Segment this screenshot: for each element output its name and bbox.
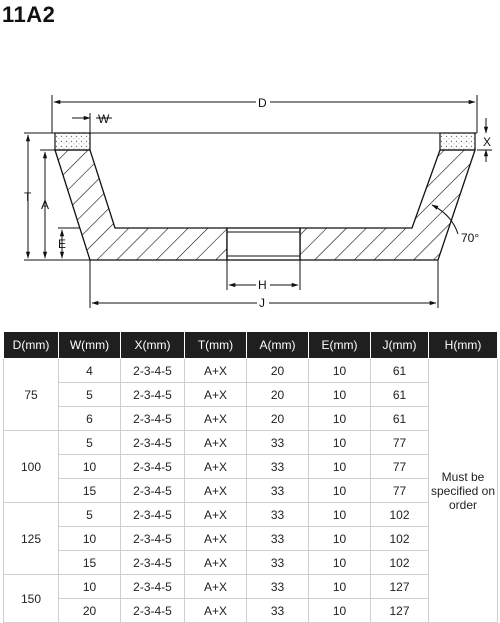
cell-a: 33 — [247, 575, 309, 599]
table-row — [4, 479, 498, 503]
cell-t: A+X — [185, 359, 247, 383]
page-title: 11A2 — [2, 2, 56, 27]
table-row — [4, 527, 498, 551]
label-e: E — [58, 237, 67, 251]
cell-a: 33 — [247, 503, 309, 527]
cell-j: 77 — [371, 455, 429, 479]
table-row — [4, 359, 498, 383]
cell-e: 10 — [309, 503, 371, 527]
cell-t: A+X — [185, 431, 247, 455]
cell-e: 10 — [309, 407, 371, 431]
header-w: W(mm) — [59, 332, 121, 359]
cell-e: 10 — [309, 431, 371, 455]
cell-w: 20 — [59, 599, 121, 623]
cell-d: 125 — [4, 503, 59, 575]
header-t: T(mm) — [185, 332, 247, 359]
label-d: D — [258, 96, 267, 110]
label-t: T — [24, 190, 32, 204]
header-h: H(mm) — [429, 332, 498, 359]
cell-a: 33 — [247, 599, 309, 623]
cell-x: 2-3-4-5 — [121, 455, 185, 479]
cell-j: 127 — [371, 599, 429, 623]
cell-w: 15 — [59, 551, 121, 575]
cell-x: 2-3-4-5 — [121, 383, 185, 407]
cell-a: 20 — [247, 407, 309, 431]
cell-e: 10 — [309, 479, 371, 503]
cell-t: A+X — [185, 503, 247, 527]
cell-a: 33 — [247, 455, 309, 479]
cell-j: 77 — [371, 479, 429, 503]
header-j: J(mm) — [371, 332, 429, 359]
cell-t: A+X — [185, 407, 247, 431]
cell-t: A+X — [185, 479, 247, 503]
cell-e: 10 — [309, 575, 371, 599]
header-e: E(mm) — [309, 332, 371, 359]
cell-x: 2-3-4-5 — [121, 479, 185, 503]
cell-t: A+X — [185, 527, 247, 551]
cell-j: 61 — [371, 383, 429, 407]
label-w: W — [98, 112, 110, 126]
specification-table — [3, 331, 498, 623]
cell-x: 2-3-4-5 — [121, 599, 185, 623]
table-header-row — [4, 332, 498, 359]
cell-a: 33 — [247, 479, 309, 503]
cell-x: 2-3-4-5 — [121, 359, 185, 383]
cell-x: 2-3-4-5 — [121, 527, 185, 551]
cell-a: 33 — [247, 431, 309, 455]
cell-t: A+X — [185, 383, 247, 407]
cell-w: 5 — [59, 431, 121, 455]
cell-e: 10 — [309, 527, 371, 551]
cell-e: 10 — [309, 551, 371, 575]
cell-w: 10 — [59, 455, 121, 479]
cell-j: 102 — [371, 551, 429, 575]
wheel-body-left — [55, 150, 227, 260]
cell-t: A+X — [185, 551, 247, 575]
cell-x: 2-3-4-5 — [121, 575, 185, 599]
label-j: J — [259, 296, 265, 310]
cell-x: 2-3-4-5 — [121, 431, 185, 455]
cell-j: 102 — [371, 503, 429, 527]
cell-w: 6 — [59, 407, 121, 431]
cell-a: 20 — [247, 359, 309, 383]
table-row — [4, 599, 498, 623]
cell-j: 127 — [371, 575, 429, 599]
cell-e: 10 — [309, 599, 371, 623]
table-row — [4, 455, 498, 479]
cell-x: 2-3-4-5 — [121, 551, 185, 575]
label-a: A — [41, 198, 50, 212]
cell-d: 100 — [4, 431, 59, 503]
table-row — [4, 551, 498, 575]
cell-j: 61 — [371, 359, 429, 383]
cell-a: 20 — [247, 383, 309, 407]
cell-t: A+X — [185, 575, 247, 599]
wheel-body-right — [300, 150, 475, 260]
label-h: H — [258, 278, 267, 292]
header-x: X(mm) — [121, 332, 185, 359]
abrasive-rim-left — [55, 133, 90, 150]
cell-a: 33 — [247, 551, 309, 575]
abrasive-rim-right — [440, 133, 475, 150]
cell-d: 150 — [4, 575, 59, 623]
cell-x: 2-3-4-5 — [121, 407, 185, 431]
cell-j: 102 — [371, 527, 429, 551]
table-row — [4, 575, 498, 599]
cell-w: 4 — [59, 359, 121, 383]
cell-h-note: Must be specified on order — [429, 359, 498, 623]
cell-j: 77 — [371, 431, 429, 455]
cell-w: 10 — [59, 527, 121, 551]
bore — [227, 228, 300, 260]
cell-e: 10 — [309, 455, 371, 479]
cell-d: 75 — [4, 359, 59, 431]
cell-j: 61 — [371, 407, 429, 431]
cell-x: 2-3-4-5 — [121, 503, 185, 527]
table-row — [4, 431, 498, 455]
cell-w: 15 — [59, 479, 121, 503]
cell-t: A+X — [185, 599, 247, 623]
cell-a: 33 — [247, 527, 309, 551]
cell-e: 10 — [309, 359, 371, 383]
table-row — [4, 407, 498, 431]
label-angle: 70° — [461, 231, 480, 245]
cell-w: 5 — [59, 383, 121, 407]
cell-w: 10 — [59, 575, 121, 599]
table-row — [4, 503, 498, 527]
cell-w: 5 — [59, 503, 121, 527]
header-d: D(mm) — [4, 332, 59, 359]
header-a: A(mm) — [247, 332, 309, 359]
cell-t: A+X — [185, 455, 247, 479]
table-row — [4, 383, 498, 407]
cell-e: 10 — [309, 383, 371, 407]
label-x: X — [483, 135, 492, 149]
